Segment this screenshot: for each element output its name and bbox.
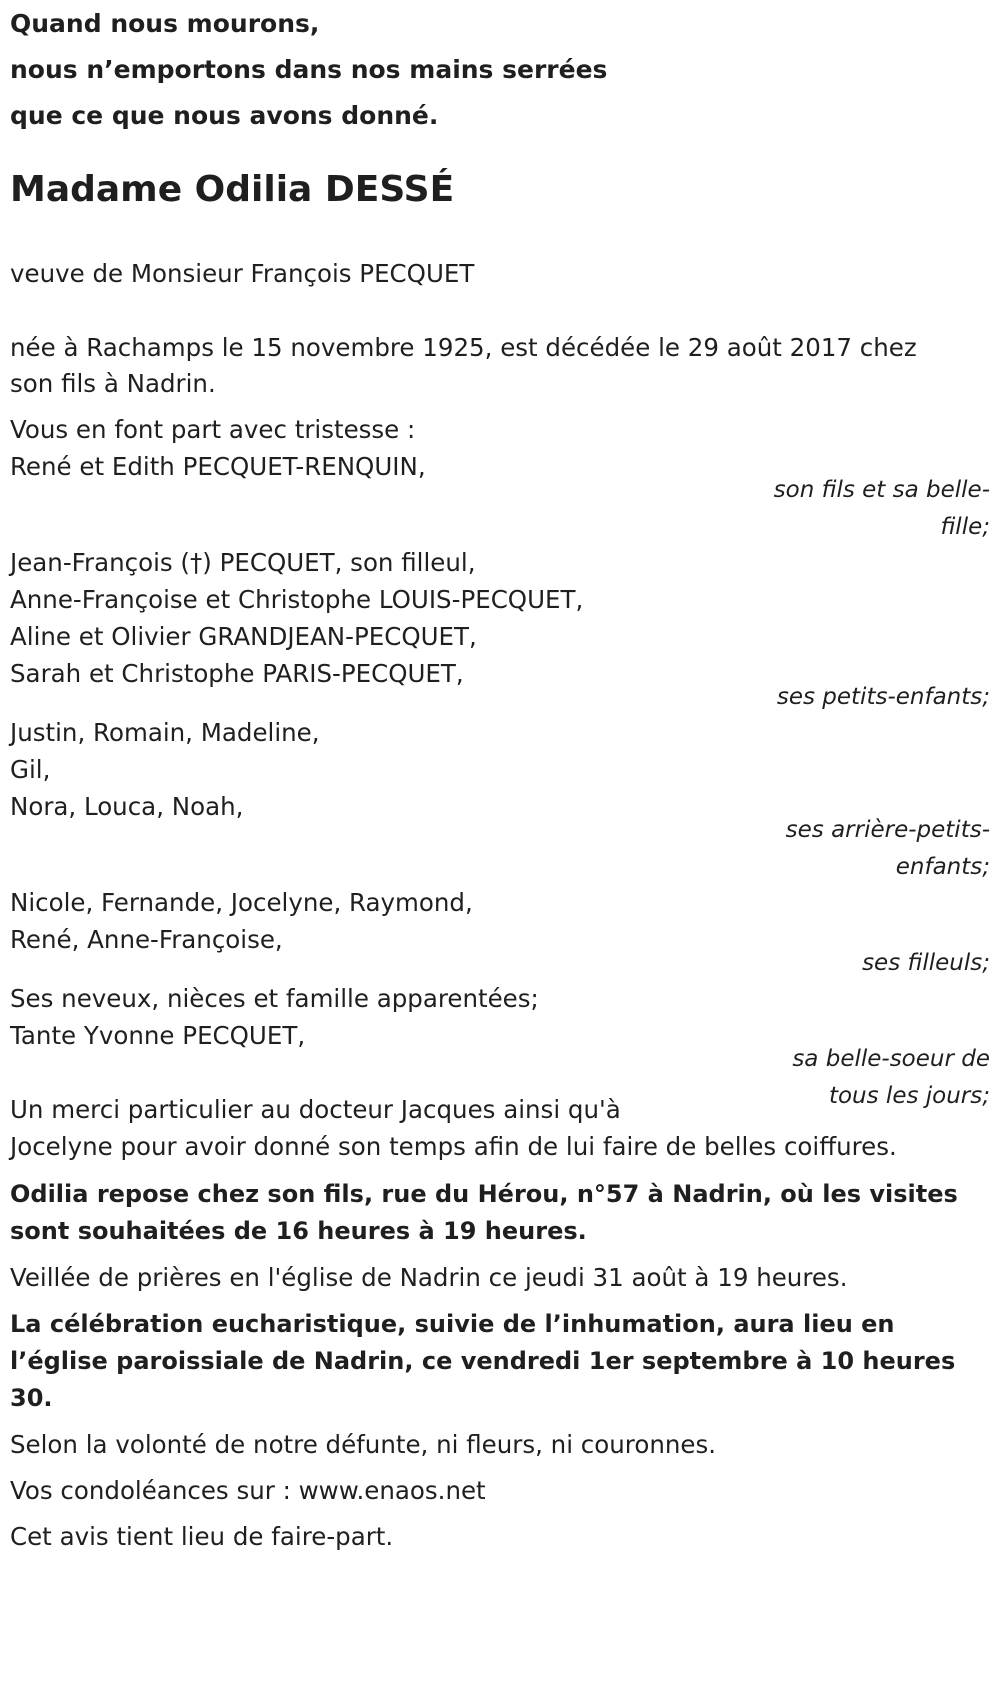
great-grandchildren-relation-line-1: ses arrière-petits-: [785, 817, 990, 843]
children-relation-line-2: fille;: [940, 514, 990, 540]
notice-text: Cet avis tient lieu de faire-part.: [10, 1522, 394, 1551]
great-grandchild-line-2: Gil,: [10, 755, 51, 784]
birth-death-line-2: son fils à Nadrin.: [10, 369, 216, 398]
grandchild-line-4: Sarah et Christophe PARIS-PECQUET,: [10, 659, 464, 688]
godchildren-relation: ses filleuls;: [862, 950, 990, 976]
quote-line-3: que ce que nous avons donné.: [10, 101, 439, 130]
birth-death-line-1: née à Rachamps le 15 novembre 1925, est décédée le 29 août 2017 chez: [10, 333, 917, 362]
extended-relation-line-2: tous les jours;: [828, 1083, 990, 1109]
spouse-line: veuve de Monsieur François PECQUET: [10, 259, 475, 288]
godchild-line-2: René, Anne-Françoise,: [10, 925, 283, 954]
visitation-line-2: sont souhaitées de 16 heures à 19 heures.: [10, 1217, 587, 1245]
children-relation-line-1: son fils et sa belle-: [773, 477, 990, 503]
thanks-line-2: Jocelyne pour avoir donné son temps afin de lui faire de belles coiffures.: [10, 1132, 897, 1161]
children-name: René et Edith PECQUET-RENQUIN,: [10, 452, 426, 481]
grandchildren-relation: ses petits-enfants;: [776, 684, 990, 710]
ceremony-line-1: La célébration eucharistique, suivie de l’inhumation, aura lieu en: [10, 1310, 895, 1338]
great-grandchildren-relation-line-2: enfants;: [895, 854, 990, 880]
godchild-line-1: Nicole, Fernande, Jocelyne, Raymond,: [10, 888, 473, 917]
quote-line-2: nous n’emportons dans nos mains serrées: [10, 55, 608, 84]
deceased-name: Madame Odilia DESSÉ: [10, 169, 455, 210]
wishes-text: Selon la volonté de notre défunte, ni fleurs, ni couronnes.: [10, 1430, 717, 1459]
grandchild-line-3: Aline et Olivier GRANDJEAN-PECQUET,: [10, 622, 477, 651]
extended-family-line-2: Tante Yvonne PECQUET,: [10, 1021, 306, 1050]
great-grandchild-line-1: Justin, Romain, Madeline,: [10, 718, 320, 747]
grandchild-line-1: Jean-François (†) PECQUET, son filleul,: [10, 548, 476, 577]
quote-line-1: Quand nous mourons,: [10, 9, 320, 38]
ceremony-line-2: l’église paroissiale de Nadrin, ce vendredi 1er septembre à 10 heures: [10, 1347, 956, 1375]
great-grandchild-line-3: Nora, Louca, Noah,: [10, 792, 244, 821]
vigil-text: Veillée de prières en l'église de Nadrin ce jeudi 31 août à 19 heures.: [10, 1263, 848, 1292]
grandchild-line-2: Anne-Françoise et Christophe LOUIS-PECQUET,: [10, 585, 584, 614]
extended-family-line-1: Ses neveux, nièces et famille apparentées;: [10, 984, 539, 1013]
thanks-line-1: Un merci particulier au docteur Jacques ainsi qu'à: [10, 1095, 621, 1124]
extended-relation-line-1: sa belle-soeur de: [792, 1046, 990, 1072]
visitation-line-1: Odilia repose chez son fils, rue du Hérou, n°57 à Nadrin, où les visites: [10, 1180, 958, 1208]
announce-intro: Vous en font part avec tristesse :: [10, 415, 416, 444]
condolences-text: Vos condoléances sur : www.enaos.net: [10, 1476, 486, 1505]
ceremony-line-3: 30.: [10, 1384, 53, 1412]
